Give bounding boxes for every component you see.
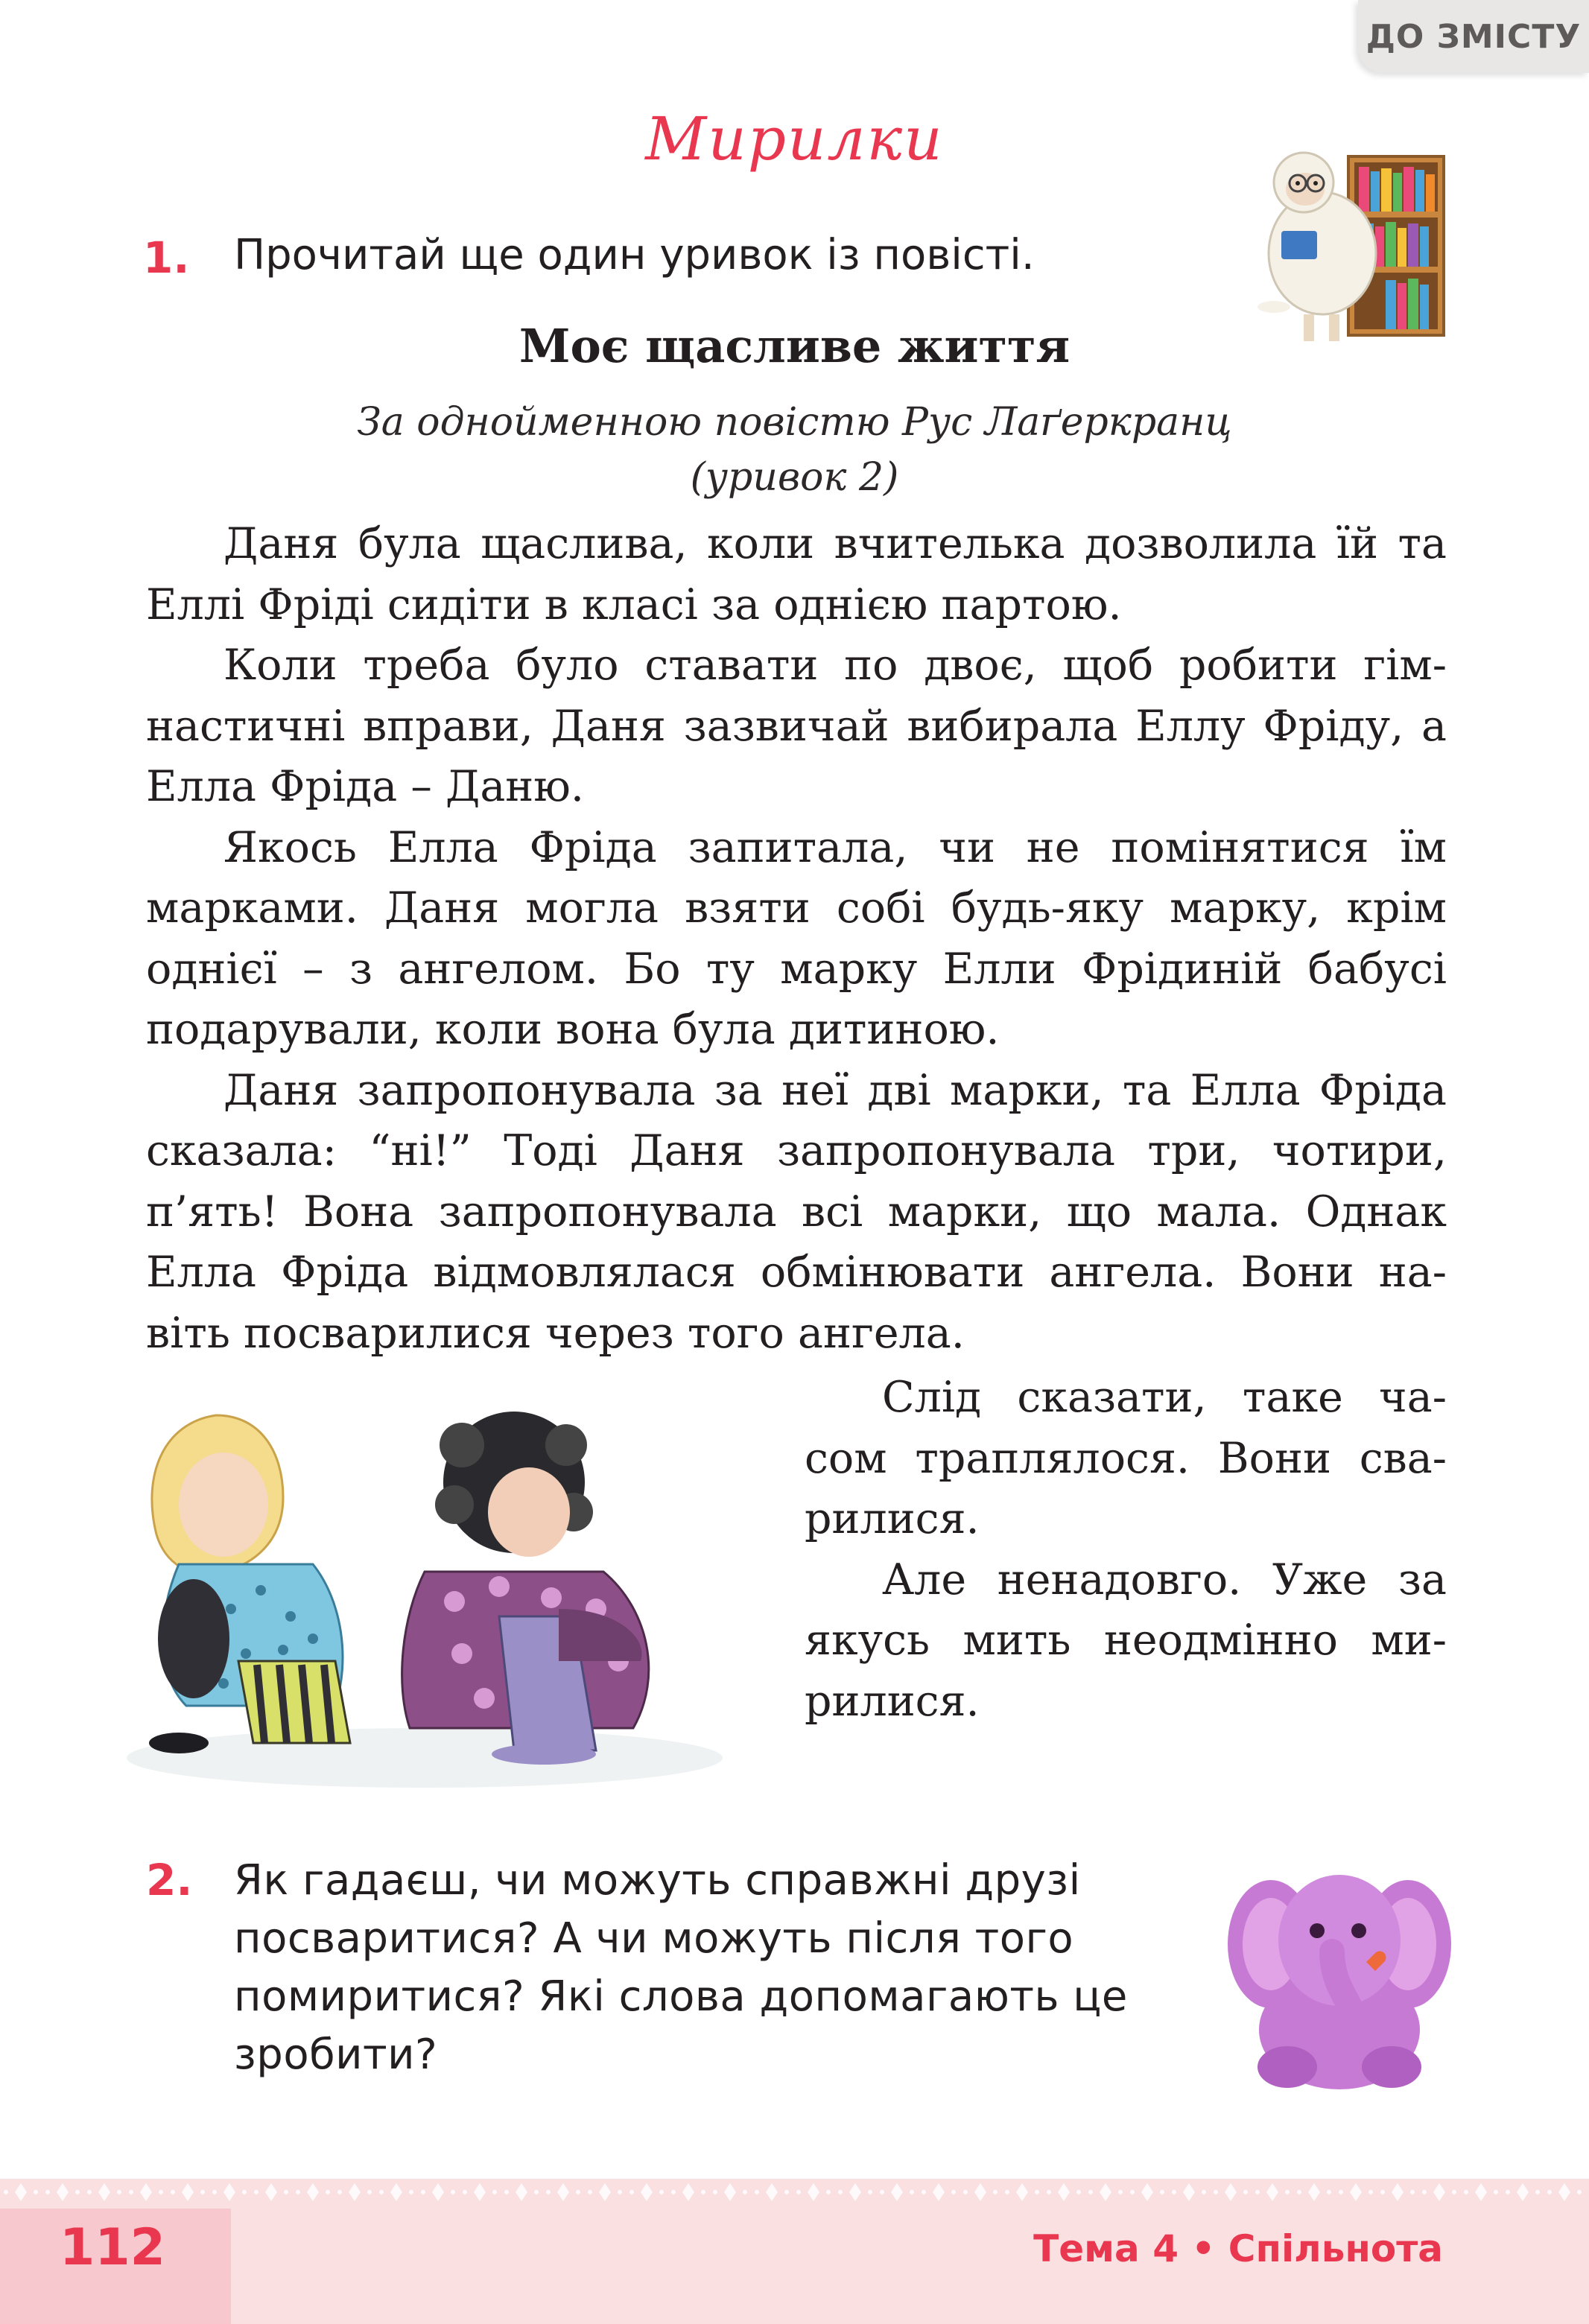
footer-ornament [0, 2179, 1589, 2209]
story-paragraph: Але ненадовго. Уже за якусь мить неодмінно мирилися. [805, 1555, 1447, 1726]
story-paragraph: Даня запропонувала за неї дві марки, та Елла Фріда сказала: “ні!” Тоді Даня запропонувала три, чотири, п’ять! Вона запропонувала всі марки, що мала. Однак Елла Фріда відмовлялася обмінювати ангела. Вони навіть посварилися через того ангела. [146, 1065, 1447, 1358]
story-side-text [805, 1368, 1447, 1732]
sheep-bookshelf-illustration [1252, 142, 1449, 346]
task-instruction: Прочитай ще один уривок із повісті. [234, 231, 1035, 279]
section-title: Мирилки [645, 104, 944, 174]
story-source: За однойменною повістю Рус Лаґеркранц [357, 400, 1232, 445]
footer-theme: Тема 4 • Спільнота [1033, 2227, 1443, 2270]
task-number: 1. [143, 232, 190, 283]
toc-button[interactable]: ДО ЗМІСТУ [1358, 0, 1589, 73]
story-paragraph: Коли треба було ставати по двоє, щоб робити гімнастичні вправи, Даня зазвичай вибирала Еллу Фріду, а Елла Фріда – Даню. [146, 641, 1447, 811]
story-excerpt-label: (уривок 2) [690, 455, 899, 500]
story-body [146, 514, 1447, 1364]
task-question: Як гадаєш, чи можуть справжні друзі посваритися? А чи можуть після того помиритися? Які слова допомагають це зробити? [234, 1856, 1128, 2079]
task-number: 2. [146, 1855, 193, 1905]
story-title: Моє щасливе життя [518, 319, 1071, 373]
story-paragraph: Даня була щаслива, коли вчителька дозволила їй та Еллі Фріді сидіти в класі за однією партою. [146, 519, 1447, 629]
pink-elephant-illustration [1228, 1862, 1451, 2093]
story-attribution [0, 395, 1589, 505]
quarrelling-girls-illustration [112, 1393, 752, 1795]
story-paragraph: Слід сказати, таке часом траплялося. Вони сварилися. [805, 1373, 1447, 1543]
page-number: 112 [60, 2218, 165, 2277]
story-paragraph: Якось Елла Фріда запитала, чи не помінятися їм марками. Даня могла взяти собі будь-яку марку, крім однієї – з ангелом. Бо ту марку Елли Фрідиній бабусі подарували, коли вона була дитиною. [146, 822, 1447, 1054]
